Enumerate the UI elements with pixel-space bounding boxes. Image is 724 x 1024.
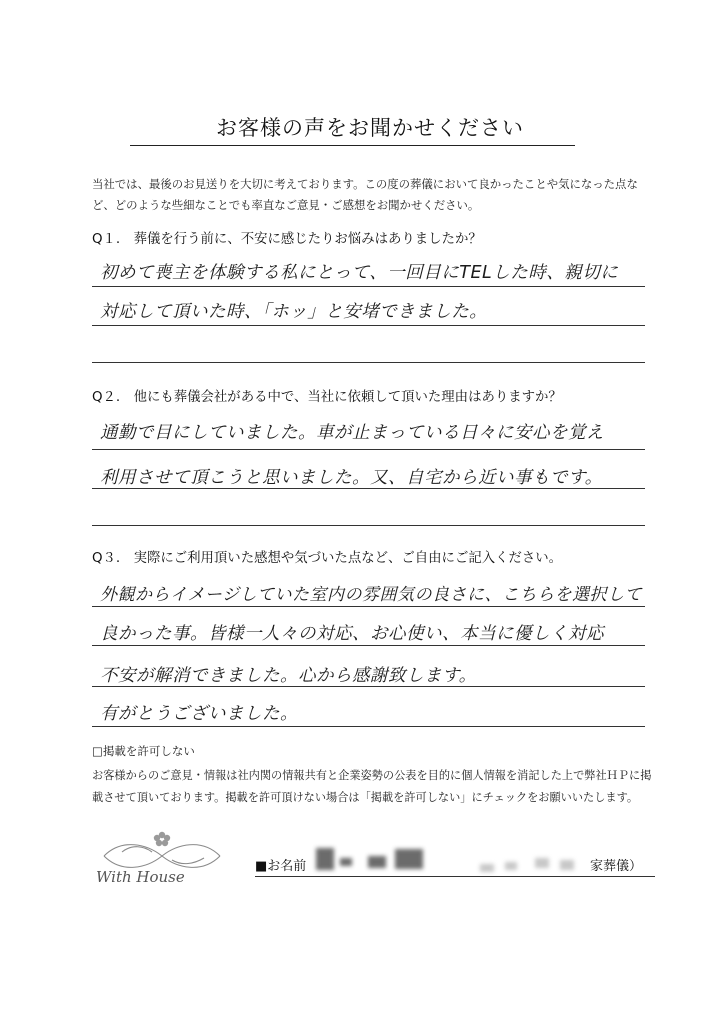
logo-flourish-icon [92,826,232,886]
name-underline [255,876,655,877]
answer-rule [92,686,645,687]
answer-3-line-3: 不安が解消できました。心から感謝致します。 [100,666,477,686]
question-1: Q１. 葬儀を行う前に、不安に感じたりお悩みはありましたか？ [92,232,482,247]
answer-3-line-2: 良かった事。皆様一人々の対応、お心使い、本当に優しく対応 [100,624,604,644]
answer-1-line-2: 対応して頂いた時、「ホッ」と安堵できました。 [100,302,488,322]
answer-rule [92,606,645,607]
redacted-name-mark [316,848,334,870]
answer-3-line-4: 有がとうございました。 [100,704,298,724]
redacted-name-mark [340,858,352,866]
answer-rule [92,645,645,646]
intro-text: 当社では、最後のお見送りを大切に考えております。この度の葬儀において良かったことや気になった点など、どのような些細なことでも率直なご意見・ご感想をお聞かせください。 [92,177,638,212]
logo-wordmark: With House [96,868,185,886]
answer-rule [92,325,645,326]
question-2: Q２. 他にも葬儀会社がある中で、当社に依頼して頂いた理由はありますか？ [92,390,562,405]
redacted-name-mark [395,849,423,869]
question-3: Q３. 実際にご利用頂いた感想や気づいた点など、ご自由にご記入ください。 [92,551,563,566]
redacted-name-mark [480,864,494,872]
answer-2-line-1: 通勤で目にしていました。車が止まっている日々に安心を覚え [100,423,604,443]
company-logo [92,826,232,886]
redacted-name-mark [368,856,386,868]
answer-rule [92,286,645,287]
answer-rule [92,488,645,489]
answer-rule [92,726,645,727]
name-label: ■お名前 [255,859,307,874]
redacted-name-mark [560,860,574,870]
redacted-name-mark [505,862,517,870]
redacted-name-mark [535,858,549,868]
no-publish-checkbox[interactable]: □掲載を許可しない [92,744,195,758]
title-underline [130,145,575,146]
name-suffix: 家葬儀） [590,859,643,874]
answer-rule [92,362,645,363]
privacy-note: お客様からのご意見・情報は社内関の情報共有と企業姿勢の公表を目的に個人情報を消記した上で弊社ＨＰに掲載させて頂いております。掲載を許可頂けない場合は「掲載を許可しない」にチェックをお願いいたします。 [92,769,652,804]
answer-rule [92,449,645,450]
answer-3-line-1: 外観からイメージしていた室内の雰囲気の良さに、こちらを選択して [100,585,642,605]
answer-rule [92,525,645,526]
answer-2-line-2: 利用させて頂こうと思いました。又、自宅から近い事もです。 [100,468,603,488]
answer-1-line-1: 初めて喪主を体験する私にとって、一回目にTELした時、親切に [100,263,619,283]
page-title: お客様の声をお聞かせください [216,116,524,140]
